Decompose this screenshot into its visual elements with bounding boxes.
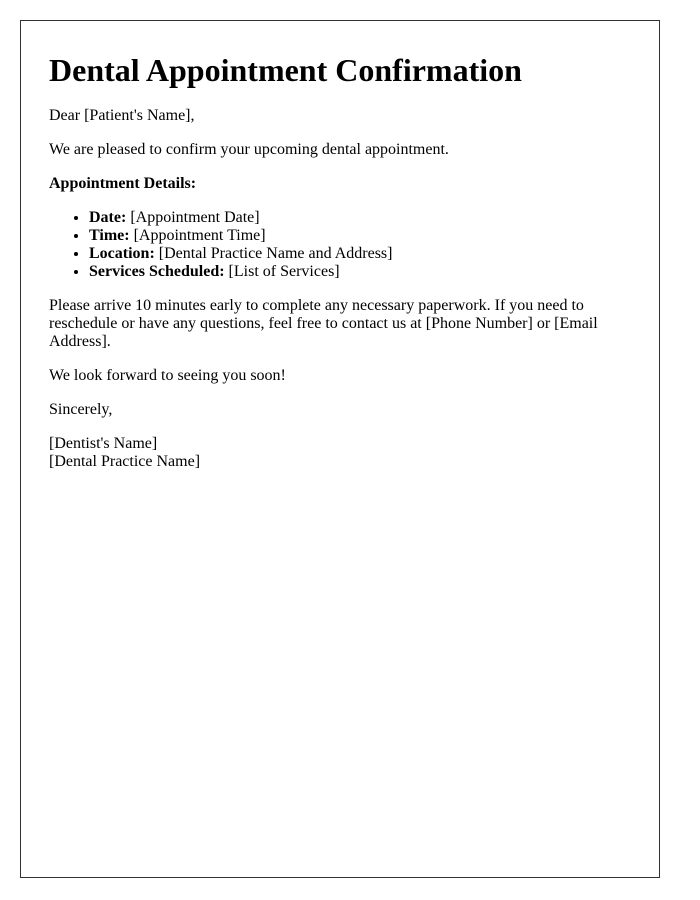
detail-item-time bbox=[89, 227, 631, 245]
detail-value: [Appointment Time] bbox=[133, 227, 266, 244]
detail-item-services bbox=[89, 263, 631, 281]
signature-practice: [Dental Practice Name] bbox=[49, 453, 201, 470]
closing-note: We look forward to seeing you soon! bbox=[49, 367, 286, 384]
letter-title: Dental Appointment Confirmation bbox=[49, 52, 522, 88]
greeting: Dear [Patient's Name], bbox=[49, 107, 195, 124]
detail-value: [Appointment Date] bbox=[130, 209, 260, 226]
signature-name: [Dentist's Name] bbox=[49, 435, 158, 452]
intro-paragraph: We are pleased to confirm your upcoming dental appointment. bbox=[49, 141, 449, 158]
details-heading: Appointment Details: bbox=[49, 175, 197, 192]
detail-label: Services Scheduled: bbox=[89, 263, 225, 280]
appointment-details-list bbox=[49, 209, 631, 281]
detail-value: [Dental Practice Name and Address] bbox=[158, 245, 393, 262]
detail-label: Location: bbox=[89, 245, 155, 262]
instructions-paragraph: Please arrive 10 minutes early to complete any necessary paperwork. If you need to reschedule or have any questions, feel free to contact us at [Phone Number] or [Email Address]. bbox=[49, 297, 598, 350]
detail-item-location bbox=[89, 245, 631, 263]
detail-label: Date: bbox=[89, 209, 127, 226]
detail-item-date bbox=[89, 209, 631, 227]
letter-container bbox=[20, 20, 660, 878]
detail-label: Time: bbox=[89, 227, 130, 244]
detail-value: [List of Services] bbox=[228, 263, 340, 280]
signature-block bbox=[49, 435, 631, 471]
signoff: Sincerely, bbox=[49, 401, 113, 418]
